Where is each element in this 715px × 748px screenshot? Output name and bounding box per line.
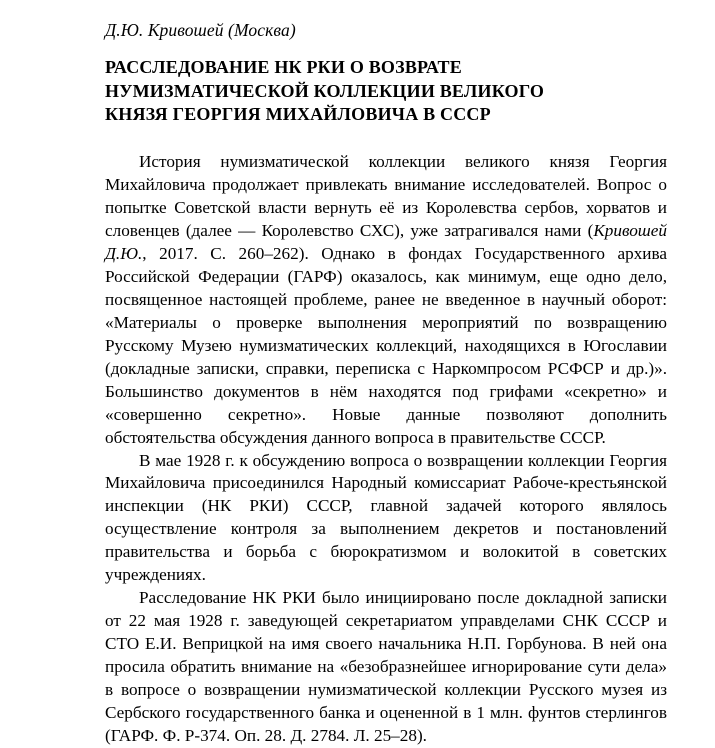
paragraph: История нумизматической коллекции великого князя Георгия Михайловича продолжает привлекать внимание исследователей. Вопрос о попытке Советской власти вернуть её из Королевства сербов, хорватов и словенцев (далее — Королевство СХС), уже затрагивался нами (Кривошей Д.Ю., 2017. С. 260–262). Однако в фондах Государственного архива Российской Федерации (ГАРФ) оказалось, как минимум, еще одно дело, посвященное настоящей проблеме, ранее не введенное в научный оборот: «Материалы о проверке выполнения мероприятий по возвращению Русскому Музею нумизматических коллекций, находящихся в Югославии (докладные записки, справки, переписка с Наркомпросом РСФСР и др.)». Большинство документов в нём находятся под грифами «секретно» и «совершенно секретно». Новые данные позволяют дополнить обстоятельства обсуждения данного вопроса в правительстве СССР. (105, 152, 667, 447)
paragraph: Расследование НК РКИ было инициировано после докладной записки от 22 мая 1928 г. заведующей секретариатом управделами СНК СССР и СТО Е.И. Веприцкой на имя своего начальника Н.П. Горбунова. В ней она просила обратить внимание на «безобразнейшее игнорирование сути дела» в вопросе о возвращении нумизматической коллекции Русского музея из Сербского государственного банка и оцененной в 1 млн. фунтов стерлингов (ГАРФ. Ф. Р-374. Оп. 28. Д. 2784. Л. 25–28). (105, 588, 667, 745)
article-body (105, 151, 667, 748)
author-byline: Д.Ю. Кривошей (Москва) (105, 20, 296, 40)
title-line-2: НУМИЗМАТИЧЕСКОЙ КОЛЛЕКЦИИ ВЕЛИКОГО (105, 80, 545, 101)
paragraph: В мае 1928 г. к обсуждению вопроса о возвращении коллекции Георгия Михайловича присоединился Народный комиссариат Рабоче-крестьянской инспекции (НК РКИ) СССР, главной задачей которого являлось осуществление контроля за выполнением декретов и постановлений правительства и борьба с бюрократизмом и волокитой в советских учреждениях. (105, 450, 667, 585)
title-line-1: РАССЛЕДОВАНИЕ НК РКИ О ВОЗВРАТЕ (105, 56, 462, 77)
title-line-3: КНЯЗЯ ГЕОРГИЯ МИХАЙЛОВИЧА В СССР (105, 104, 491, 125)
page-title (105, 56, 667, 127)
